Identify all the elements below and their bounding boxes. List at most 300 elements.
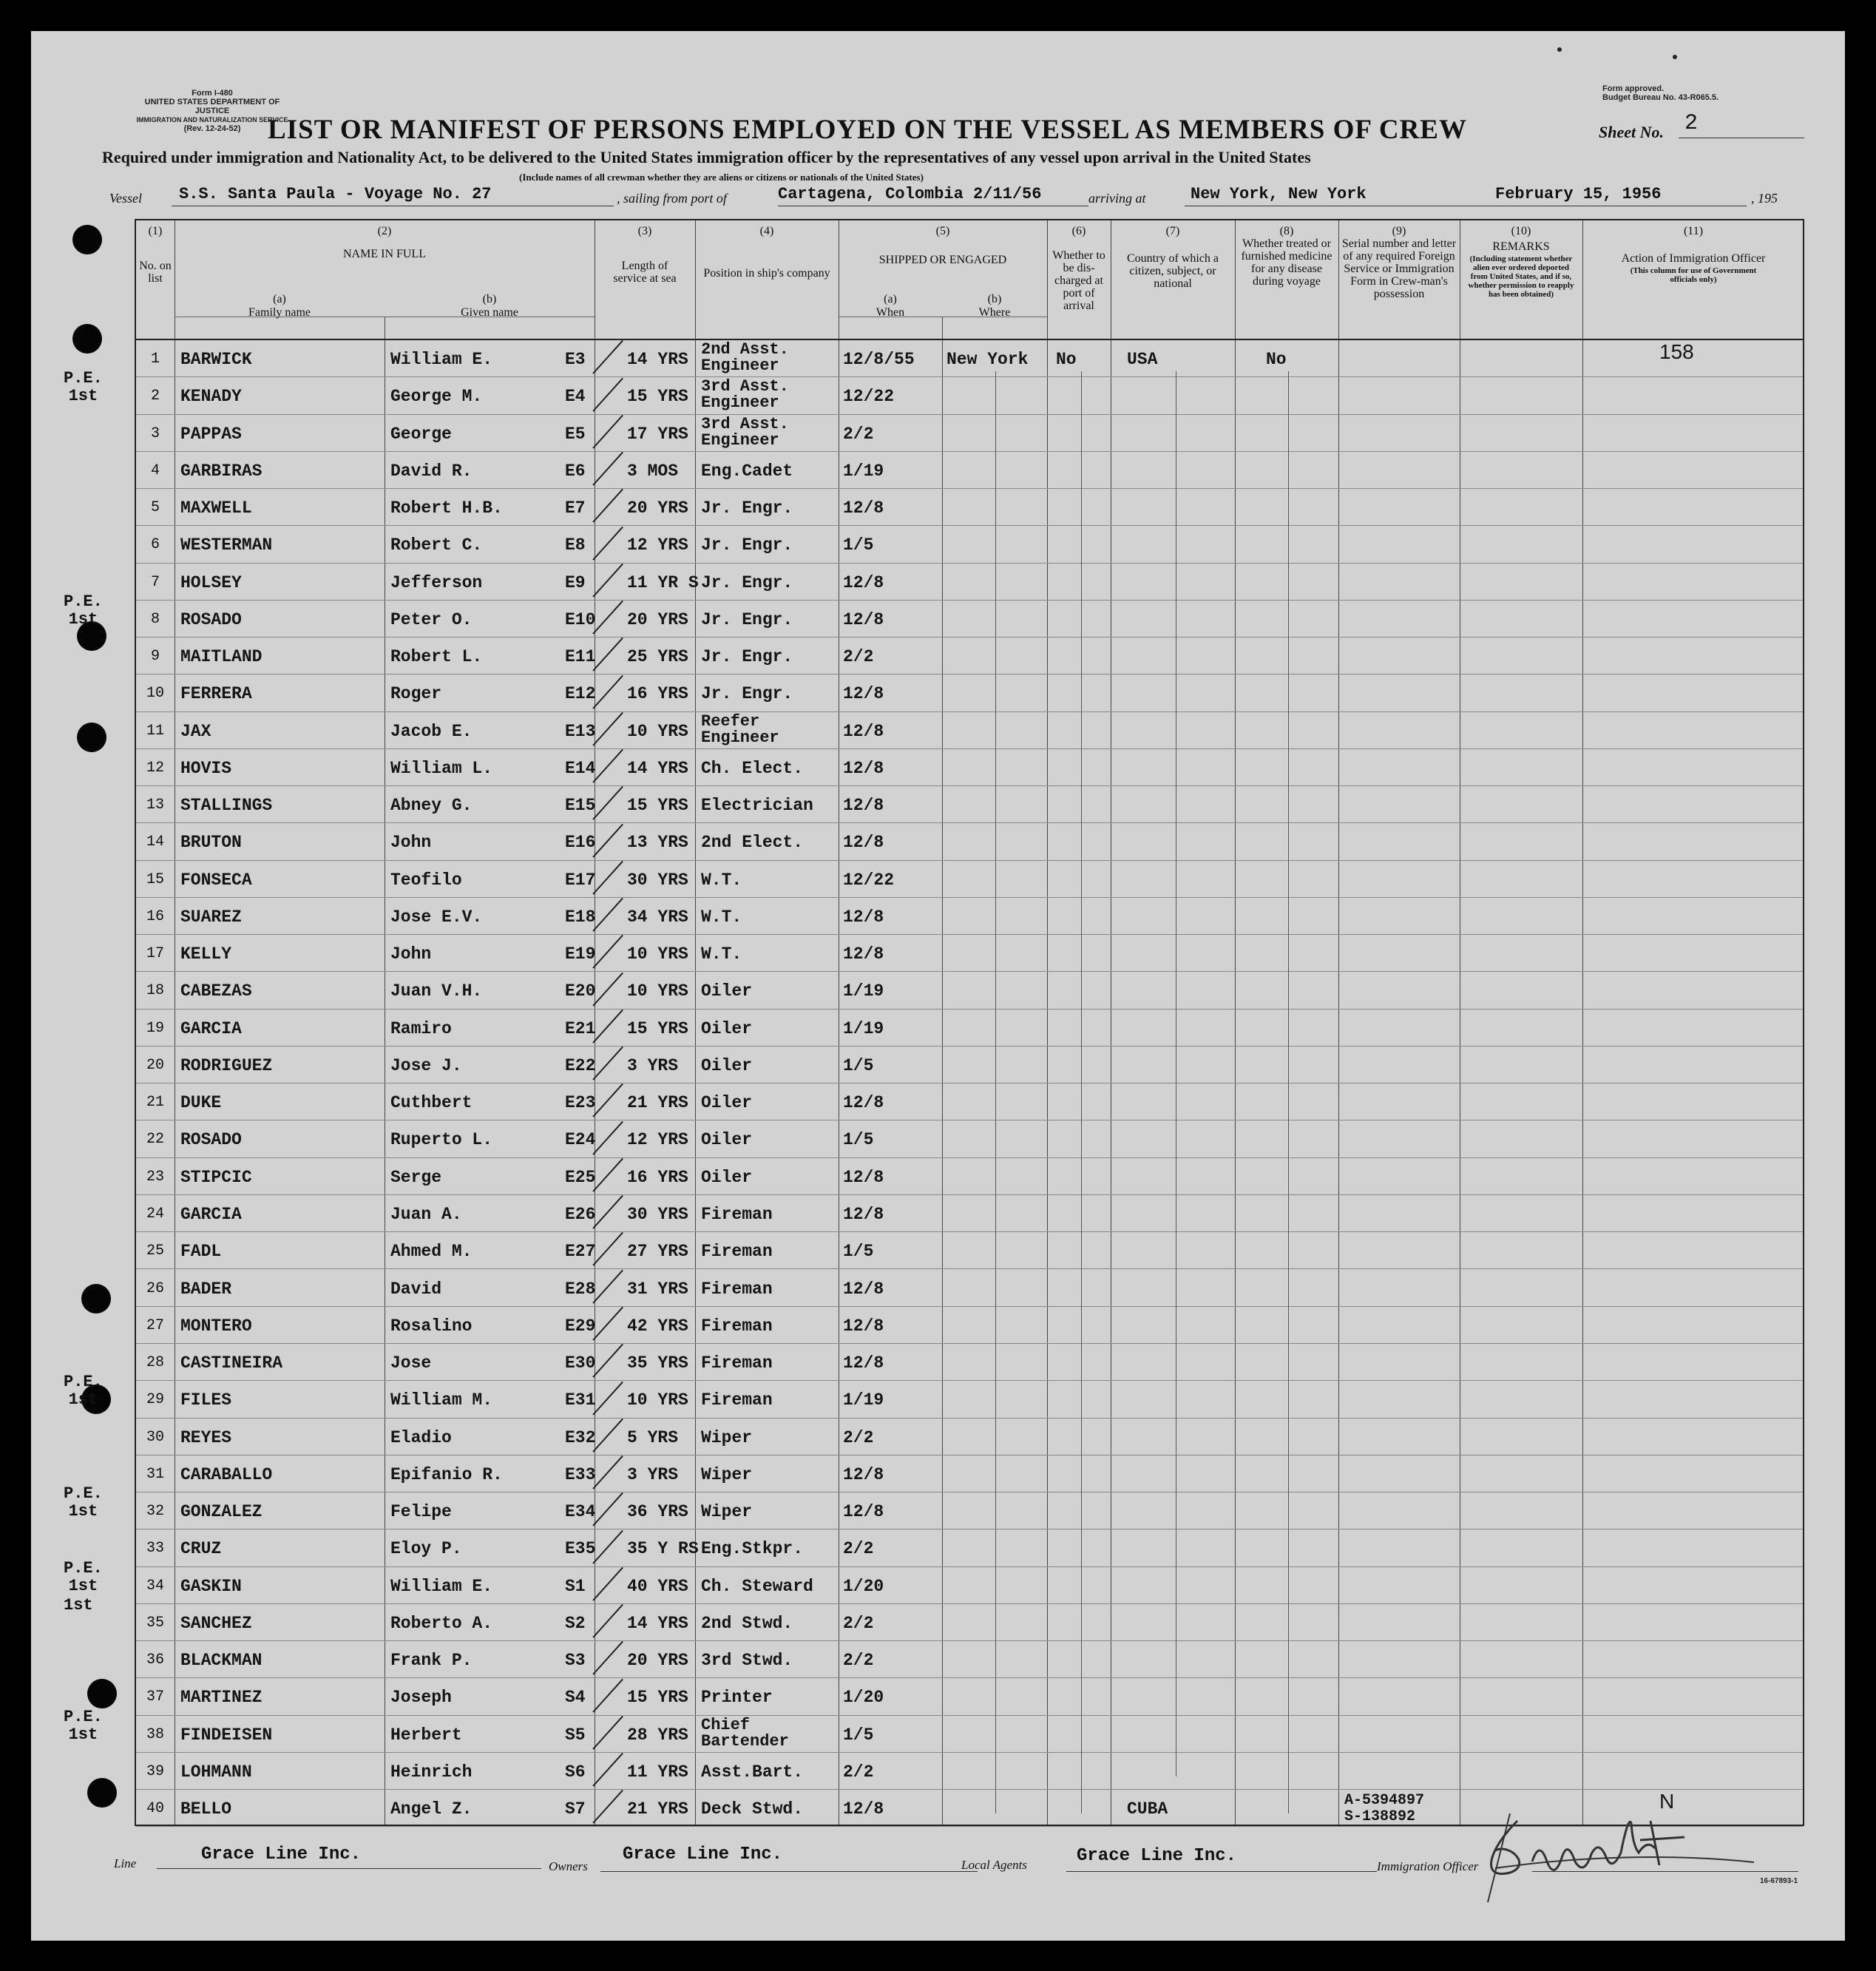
cell-code: E25: [565, 1167, 596, 1187]
col-number: (11): [1683, 225, 1704, 237]
ink-spot: [1557, 47, 1562, 52]
form-number: Form I-480: [192, 89, 233, 98]
cell-family: GARBIRAS: [180, 461, 263, 481]
row-number: 2: [150, 388, 160, 405]
cell-position: Jr. Engr.: [701, 572, 793, 592]
cell-where: New York: [947, 350, 1029, 369]
cell-family: KELLY: [180, 944, 232, 964]
table-row: [136, 1381, 1803, 1418]
cell-position: Deck Stwd.: [701, 1799, 804, 1819]
cell-code: E10: [565, 609, 596, 629]
col-number: (7): [1165, 225, 1180, 237]
cell-service: 16 YRS: [627, 684, 688, 704]
subnote: (Include names of all crewman whether they are aliens or citizens or nationals of the United States): [519, 172, 924, 183]
cell-given: Joseph: [390, 1688, 452, 1708]
check-mark: [592, 1307, 623, 1341]
cell-when: 1/20: [843, 1688, 884, 1708]
cell-position: W.T.: [701, 907, 742, 927]
col-number: (8): [1279, 225, 1294, 237]
cell-position: Jr. Engr.: [701, 535, 793, 555]
cell-code: E33: [565, 1464, 596, 1484]
check-mark: [592, 489, 623, 523]
cell-service: 20 YRS: [627, 1651, 688, 1671]
cell-position: Fireman: [701, 1316, 773, 1336]
cell-service: 12 YRS: [627, 1130, 688, 1150]
row-number: 21: [146, 1094, 164, 1112]
arriving-port: New York, New York: [1191, 185, 1367, 203]
cell-action: 158: [1659, 340, 1694, 363]
col-number: (1): [148, 225, 163, 237]
cell-given: Serge: [390, 1167, 442, 1187]
cell-when: 12/8: [843, 944, 884, 964]
table-row: [136, 823, 1803, 860]
row-number: 16: [146, 907, 164, 925]
cell-family: MAITLAND: [180, 647, 263, 667]
cell-position: 3rd Asst. Engineer: [701, 414, 789, 450]
cell-family: STIPCIC: [180, 1167, 252, 1187]
col-title: No. on list: [139, 260, 172, 285]
cell-given: Jose E.V.: [390, 907, 483, 927]
check-mark: [592, 1083, 623, 1118]
check-mark: [592, 1381, 623, 1415]
cell-family: FERRERA: [180, 684, 252, 704]
cell-when: 1/5: [843, 1055, 874, 1075]
row-number: 36: [146, 1651, 164, 1669]
punch-hole: [87, 1778, 117, 1808]
cell-code: E27: [565, 1242, 596, 1262]
header-where: (b) Where: [978, 293, 1011, 319]
cell-family: ROSADO: [180, 1130, 242, 1150]
print-code: 16-67893-1: [1760, 1877, 1798, 1885]
cell-given: Felipe: [390, 1502, 452, 1522]
row-number: 9: [150, 648, 160, 666]
cell-service: 15 YRS: [627, 1018, 688, 1038]
cell-service: 21 YRS: [627, 1093, 688, 1113]
check-mark: [592, 1492, 623, 1527]
table-row: [136, 935, 1803, 972]
table-row: [136, 972, 1803, 1009]
cell-code: E5: [565, 424, 586, 444]
cell-service: 27 YRS: [627, 1242, 688, 1262]
cell-treated: No: [1266, 350, 1287, 369]
check-mark: [592, 564, 623, 598]
cell-code: S5: [565, 1725, 586, 1745]
check-mark: [592, 1047, 623, 1081]
cell-family: SUAREZ: [180, 907, 242, 927]
col-title: Length of service at sea: [613, 260, 677, 285]
cell-code: E34: [565, 1502, 596, 1522]
cell-code: E3: [565, 350, 586, 369]
cell-position: Wiper: [701, 1464, 753, 1484]
check-mark: [592, 898, 623, 932]
row-number: 30: [146, 1428, 164, 1446]
table-row: [136, 1010, 1803, 1047]
punch-hole: [72, 225, 102, 254]
margin-note-pe: P.E. 1st: [64, 1484, 103, 1521]
check-mark: [592, 526, 623, 560]
cell-family: GASKIN: [180, 1576, 242, 1596]
cell-when: 1/5: [843, 1130, 874, 1150]
row-number: 38: [146, 1725, 164, 1743]
cell-position: W.T.: [701, 870, 742, 890]
check-mark: [592, 1010, 623, 1044]
check-mark: [592, 1604, 623, 1638]
cell-family: KENADY: [180, 387, 242, 407]
cell-code: S1: [565, 1576, 586, 1596]
table-row: [136, 1716, 1803, 1753]
cell-family: REYES: [180, 1427, 232, 1447]
check-mark: [592, 1120, 623, 1154]
row-number: 27: [146, 1316, 164, 1334]
col-number: (3): [637, 225, 652, 237]
cell-when: 2/2: [843, 1613, 874, 1633]
cell-when: 12/8: [843, 907, 884, 927]
table-row: [136, 1047, 1803, 1083]
cell-when: 2/2: [843, 647, 874, 667]
cell-when: 12/8: [843, 1093, 884, 1113]
cell-service: 28 YRS: [627, 1725, 688, 1745]
table-row: [136, 452, 1803, 489]
cell-service: 3 YRS: [627, 1055, 679, 1075]
year-suffix: , 195: [1751, 191, 1778, 206]
cell-given: David: [390, 1279, 442, 1299]
cell-when: 12/8: [843, 833, 884, 853]
check-mark: [592, 935, 623, 969]
owners-value: Grace Line Inc.: [623, 1845, 783, 1864]
owners-underline: [600, 1871, 978, 1872]
sheet-number: 2: [1684, 111, 1699, 136]
cell-position: Fireman: [701, 1279, 773, 1299]
arriving-label: arriving at: [1088, 191, 1146, 206]
cell-family: MONTERO: [180, 1316, 252, 1336]
header-serial: [1338, 225, 1460, 300]
cell-discharged: No: [1056, 350, 1077, 369]
cell-given: John: [390, 833, 432, 853]
row-number: 10: [146, 685, 164, 703]
cell-service: 36 YRS: [627, 1502, 688, 1522]
cell-position: Electrician: [701, 796, 813, 816]
cell-code: S2: [565, 1613, 586, 1633]
cell-family: MARTINEZ: [180, 1688, 263, 1708]
ink-spot: [1673, 55, 1677, 59]
cell-service: 31 YRS: [627, 1279, 688, 1299]
table-row: [136, 786, 1803, 823]
cell-code: E11: [565, 647, 596, 667]
cell-service: 12 YRS: [627, 535, 688, 555]
cell-when: 12/8: [843, 609, 884, 629]
table-row: [136, 564, 1803, 601]
cell-code: E31: [565, 1390, 596, 1410]
cell-when: 12/22: [843, 387, 895, 407]
cell-when: 1/19: [843, 981, 884, 1001]
form-header-right: [1602, 84, 1718, 102]
cell-when: 12/8: [843, 498, 884, 518]
row-number: 18: [146, 982, 164, 1000]
cell-service: 10 YRS: [627, 721, 688, 741]
cell-position: Chief Bartender: [701, 1715, 789, 1751]
check-mark: [592, 675, 623, 709]
cell-family: FILES: [180, 1390, 232, 1410]
header-family-name: (a) Family name: [248, 293, 311, 319]
cell-given: George: [390, 424, 452, 444]
cell-given: Jefferson: [390, 572, 483, 592]
cell-position: Wiper: [701, 1502, 753, 1522]
cell-code: E12: [565, 684, 596, 704]
table-row: [136, 526, 1803, 563]
check-mark: [592, 1158, 623, 1192]
header-shipped-engaged: [839, 225, 1047, 266]
col-number: (5): [935, 225, 950, 237]
punch-hole: [81, 1284, 111, 1314]
agency-name: UNITED STATES DEPARTMENT OF JUSTICE: [144, 98, 280, 115]
officer-signature: [1466, 1791, 1776, 1910]
cell-service: 10 YRS: [627, 1390, 688, 1410]
table-row: [136, 1529, 1803, 1566]
from-port: Cartagena, Colombia 2/11/56: [778, 185, 1042, 203]
cell-when: 1/19: [843, 1390, 884, 1410]
cell-when: 2/2: [843, 1762, 874, 1782]
row-number: 22: [146, 1131, 164, 1149]
cell-position: Oiler: [701, 1055, 753, 1075]
check-mark: [592, 823, 623, 857]
cell-service: 20 YRS: [627, 609, 688, 629]
cell-when: 2/2: [843, 1427, 874, 1447]
check-mark: [592, 1567, 623, 1601]
cell-family: BADER: [180, 1279, 232, 1299]
cell-when: 12/22: [843, 870, 895, 890]
cell-service: 30 YRS: [627, 1204, 688, 1224]
table-row: [136, 638, 1803, 675]
line-label: Line: [114, 1856, 137, 1870]
col-title: Country of which a citizen, subject, or national: [1127, 252, 1219, 290]
cell-code: E32: [565, 1427, 596, 1447]
margin-note-pe: P.E. 1st: [64, 592, 103, 629]
table-row: [136, 1678, 1803, 1715]
cell-code: E4: [565, 387, 586, 407]
row-number: 3: [150, 425, 160, 442]
cell-when: 2/2: [843, 1651, 874, 1671]
cell-family: BELLO: [180, 1799, 232, 1819]
check-mark: [592, 1753, 623, 1787]
cell-given: Angel Z.: [390, 1799, 473, 1819]
approval-note: Form approved.: [1602, 84, 1665, 93]
col-subtitle: (Including statement whether alien ever ordered deported from United States, and if so, whether permission to reapply has been obtained): [1468, 254, 1574, 299]
cell-position: Wiper: [701, 1427, 753, 1447]
subtitle: Required under immigration and Nationality Act, to be delivered to the United States immigration officer by the representatives of any vessel upon arrival in the United States: [102, 148, 1311, 166]
table-row: [136, 1158, 1803, 1195]
table-row: [136, 1604, 1803, 1641]
table-row: [136, 489, 1803, 526]
cell-given: Eloy P.: [390, 1539, 462, 1559]
row-number: 15: [146, 870, 164, 888]
cell-given: Abney G.: [390, 796, 473, 816]
cell-code: E26: [565, 1204, 596, 1224]
cell-service: 20 YRS: [627, 498, 688, 518]
cell-code: E28: [565, 1279, 596, 1299]
cell-given: Jose J.: [390, 1055, 462, 1075]
manifest-sheet: [31, 31, 1845, 1941]
row-number: 19: [146, 1019, 164, 1037]
cell-given: Roberto A.: [390, 1613, 493, 1633]
cell-code: E18: [565, 907, 596, 927]
check-mark: [592, 1195, 623, 1229]
col-number: (10): [1511, 225, 1531, 237]
cell-position: 2nd Asst. Engineer: [701, 340, 789, 375]
row-number: 1: [150, 351, 160, 368]
agents-underline: [1066, 1871, 1377, 1872]
row-number: 35: [146, 1614, 164, 1632]
col-title: Serial number and letter of any required Foreign Service or Immigration Form in Crew-man's possession: [1341, 237, 1457, 300]
cell-given: William L.: [390, 758, 493, 778]
cell-given: Roger: [390, 684, 442, 704]
cell-family: CASTINEIRA: [180, 1353, 283, 1373]
col-title: NAME IN FULL: [343, 248, 426, 260]
cell-code: E6: [565, 461, 586, 481]
cell-position: Jr. Engr.: [701, 609, 793, 629]
header-remarks: [1460, 225, 1582, 299]
cell-when: 1/19: [843, 1018, 884, 1038]
cell-when: 1/19: [843, 461, 884, 481]
cell-when: 12/8: [843, 1799, 884, 1819]
vessel-label: Vessel: [109, 191, 142, 206]
cell-family: FONSECA: [180, 870, 252, 890]
cell-family: FADL: [180, 1242, 222, 1262]
cell-given: Ruperto L.: [390, 1130, 493, 1150]
cell-code: E29: [565, 1316, 596, 1336]
table-row: [136, 861, 1803, 898]
cell-given: Robert H.B.: [390, 498, 503, 518]
table-row: [136, 340, 1803, 377]
service-name: IMMIGRATION AND NATURALIZATION SERVICE: [136, 116, 288, 124]
row-number: 4: [150, 462, 160, 479]
cell-service: 16 YRS: [627, 1167, 688, 1187]
cell-position: Jr. Engr.: [701, 684, 793, 704]
header-country: [1111, 225, 1235, 290]
margin-note-pe: P.E. 1st: [64, 1707, 103, 1744]
cell-family: GARCIA: [180, 1204, 242, 1224]
cell-code: S6: [565, 1762, 586, 1782]
cell-code: S3: [565, 1651, 586, 1671]
cell-given: David R.: [390, 461, 473, 481]
cell-when: 12/8: [843, 796, 884, 816]
row-number: 23: [146, 1168, 164, 1186]
cell-family: LOHMANN: [180, 1762, 252, 1782]
col-subtitle: (This column for use of Government officials only): [1630, 266, 1757, 284]
cell-service: 30 YRS: [627, 870, 688, 890]
cell-given: Epifanio R.: [390, 1464, 503, 1484]
table-row: [136, 1083, 1803, 1120]
header-no-on-list: [136, 225, 175, 285]
row-number: 31: [146, 1465, 164, 1483]
cell-given: Robert C.: [390, 535, 483, 555]
cell-when: 2/2: [843, 1539, 874, 1559]
cell-family: CRUZ: [180, 1539, 222, 1559]
check-mark: [592, 1529, 623, 1563]
row-number: 39: [146, 1762, 164, 1780]
cell-service: 15 YRS: [627, 387, 688, 407]
cell-position: Oiler: [701, 981, 753, 1001]
table-row: [136, 1195, 1803, 1232]
row-number: 29: [146, 1391, 164, 1409]
cell-country: CUBA: [1127, 1799, 1168, 1819]
table-row: [136, 675, 1803, 711]
col-title: Position in ship's company: [703, 267, 830, 280]
cell-given: John: [390, 944, 432, 964]
row-number: 25: [146, 1243, 164, 1260]
owners-label: Owners: [549, 1859, 588, 1873]
row-number: 6: [150, 536, 160, 554]
cell-family: CARABALLO: [180, 1464, 273, 1484]
row-number: 32: [146, 1503, 164, 1521]
cell-code: E7: [565, 498, 586, 518]
cell-family: MAXWELL: [180, 498, 252, 518]
ditto-line: [1288, 371, 1289, 1813]
header-length-of-service: [595, 225, 695, 285]
check-mark: [592, 749, 623, 783]
cell-position: Oiler: [701, 1018, 753, 1038]
cell-service: 10 YRS: [627, 944, 688, 964]
cell-position: Fireman: [701, 1204, 773, 1224]
ditto-line: [1081, 371, 1082, 1813]
cell-action: N: [1659, 1790, 1675, 1813]
table-row: [136, 1567, 1803, 1604]
col-title: REMARKS: [1492, 240, 1550, 253]
table-row: [136, 415, 1803, 452]
cell-family: GONZALEZ: [180, 1502, 263, 1522]
table-row: [136, 898, 1803, 935]
cell-family: DUKE: [180, 1093, 222, 1113]
check-mark: [592, 1232, 623, 1266]
table-row: [136, 1344, 1803, 1381]
cell-code: E30: [565, 1353, 596, 1373]
cell-position: Fireman: [701, 1242, 773, 1262]
cell-service: 21 YRS: [627, 1799, 688, 1819]
header-name-in-full: [175, 225, 595, 260]
margin-note-pe: P.E. 1st: [64, 1558, 103, 1595]
cell-family: RODRIGUEZ: [180, 1055, 273, 1075]
cell-family: HOLSEY: [180, 572, 242, 592]
check-mark: [592, 415, 623, 449]
officer-label: Immigration Officer: [1377, 1859, 1479, 1873]
cell-code: E24: [565, 1130, 596, 1150]
cell-service: 3 YRS: [627, 1464, 679, 1484]
cell-when: 1/5: [843, 1242, 874, 1262]
cell-family: BARWICK: [180, 350, 252, 369]
cell-family: HOVIS: [180, 758, 232, 778]
cell-given: Jacob E.: [390, 721, 473, 741]
cell-code: E19: [565, 944, 596, 964]
cell-position: Printer: [701, 1688, 773, 1708]
agents-label: Local Agents: [961, 1858, 1027, 1872]
cell-code: S4: [565, 1688, 586, 1708]
table-row: [136, 1753, 1803, 1790]
check-mark: [592, 1456, 623, 1490]
cell-position: W.T.: [701, 944, 742, 964]
row-number: 14: [146, 834, 164, 851]
arrival-date: February 15, 1956: [1495, 185, 1662, 203]
cell-when: 12/8: [843, 1316, 884, 1336]
check-mark: [592, 1678, 623, 1712]
header-when: (a) When: [876, 293, 905, 319]
table-row: [136, 1492, 1803, 1529]
cell-given: Teofilo: [390, 870, 462, 890]
cell-service: 15 YRS: [627, 796, 688, 816]
cell-given: Eladio: [390, 1427, 452, 1447]
budget-bureau: Budget Bureau No. 43-R065.5.: [1602, 93, 1719, 102]
row-number: 34: [146, 1577, 164, 1595]
ditto-line: [995, 371, 996, 1813]
cell-code: E8: [565, 535, 586, 555]
